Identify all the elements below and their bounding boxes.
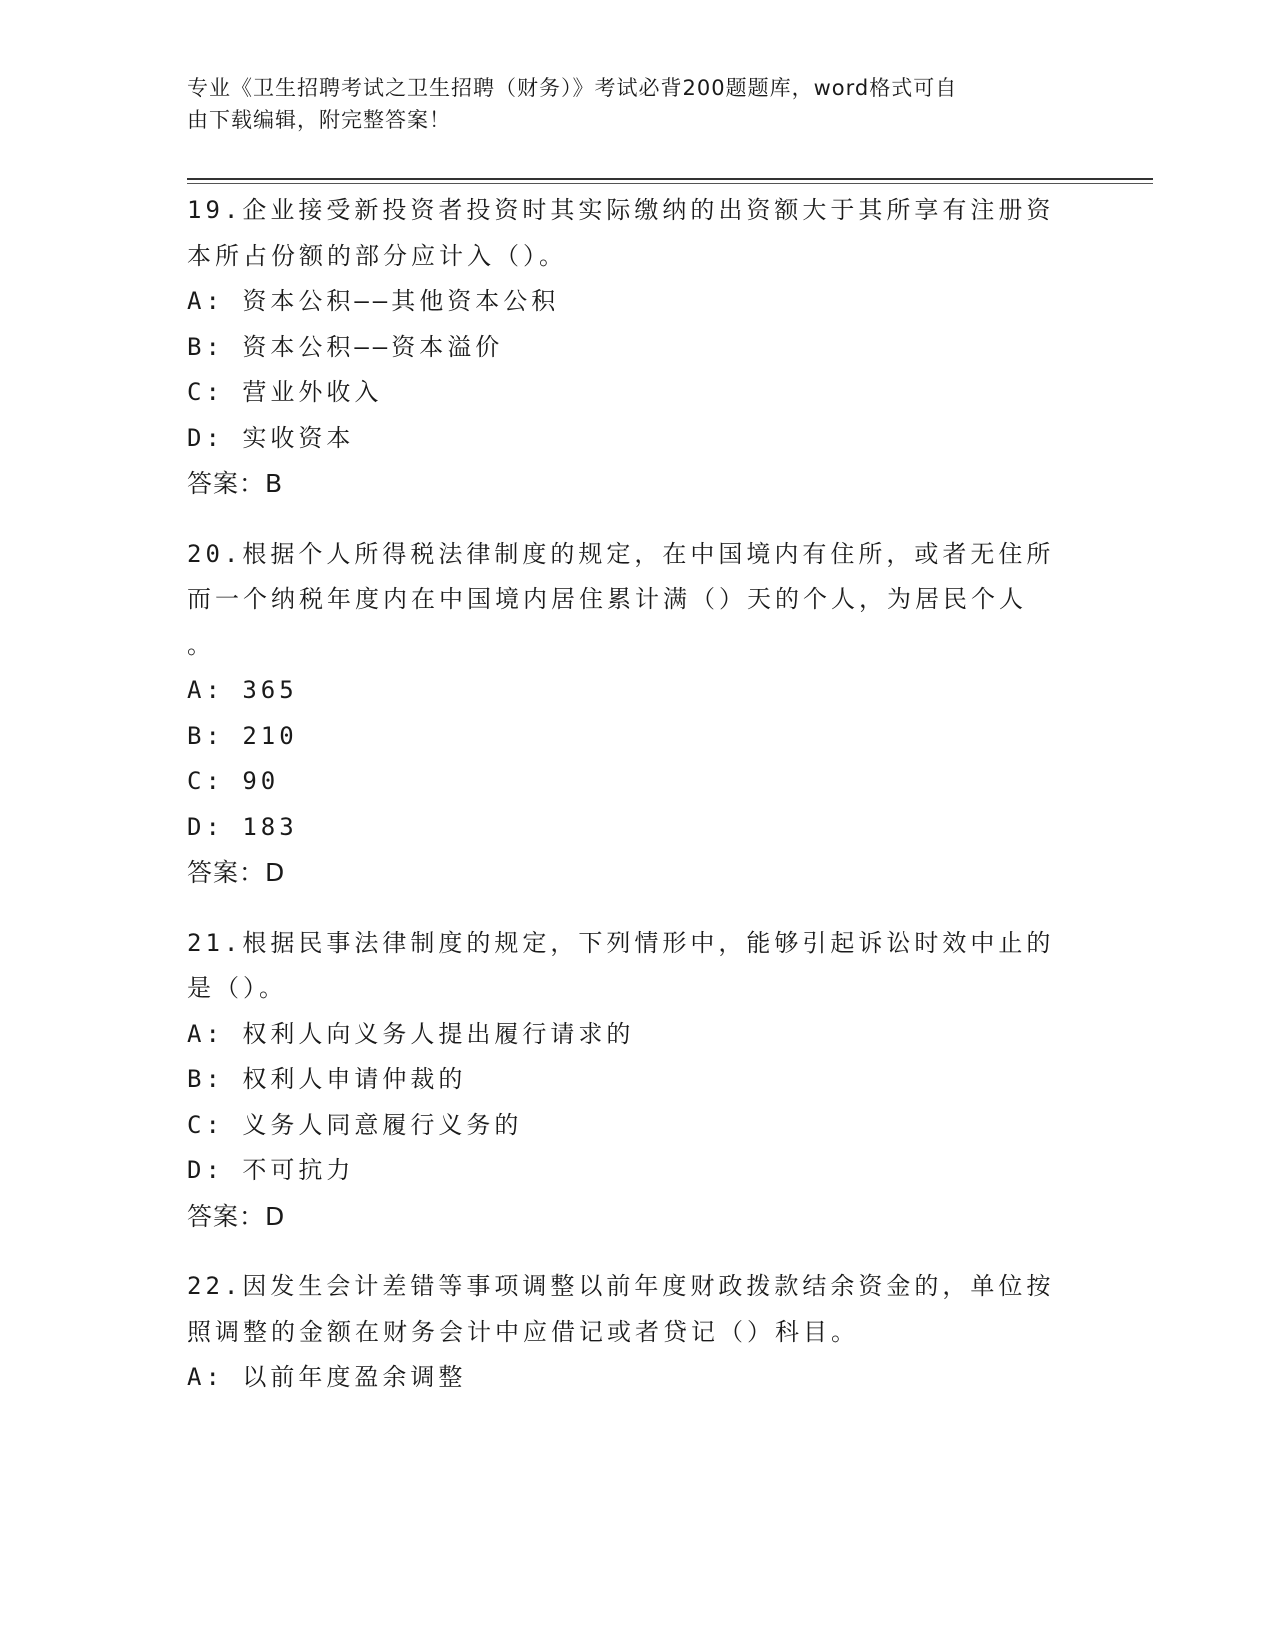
header-divider-thick <box>187 178 1153 180</box>
option-c: C: 营业外收入 <box>187 378 383 406</box>
question-stem-line: 是（）。 <box>187 974 287 1002</box>
question-stem-line: 。 <box>187 630 215 659</box>
question-20 <box>187 532 1087 896</box>
question-list <box>187 188 1087 1426</box>
question-stem-line: 而一个纳税年度内在中国境内居住累计满（）天的个人，为居民个人 <box>187 585 1027 613</box>
header-line-1: 专业《卫生招聘考试之卫生招聘（财务）》考试必背200题题库，word格式可自 <box>187 76 958 100</box>
question-22 <box>187 1264 1087 1401</box>
option-d: D: 实收资本 <box>187 423 355 452</box>
document-header <box>187 72 1067 136</box>
option-a: A: 权利人向义务人提出履行请求的 <box>187 1019 635 1048</box>
question-stem-line: 19.企业接受新投资者投资时其实际缴纳的出资额大于其所享有注册资 <box>187 196 1055 224</box>
question-19 <box>187 188 1087 507</box>
question-stem-line: 照调整的金额在财务会计中应借记或者贷记（）科目。 <box>187 1317 859 1346</box>
option-a: A: 资本公积——其他资本公积 <box>187 287 560 315</box>
option-a: A: 365 <box>187 676 298 704</box>
option-b: B: 资本公积——资本溢价 <box>187 332 504 361</box>
question-stem-line: 21.根据民事法律制度的规定，下列情形中，能够引起诉讼时效中止的 <box>187 928 1055 957</box>
option-b: B: 210 <box>187 721 298 750</box>
option-c: C: 义务人同意履行义务的 <box>187 1110 523 1139</box>
answer-text: 答案：D <box>187 1201 286 1231</box>
header-line-2: 由下载编辑，附完整答案！ <box>187 108 451 132</box>
header-divider-thin <box>187 183 1153 184</box>
answer-text: 答案：B <box>187 469 284 498</box>
option-d: D: 183 <box>187 812 298 841</box>
option-c: C: 90 <box>187 767 280 795</box>
option-b: B: 权利人申请仲裁的 <box>187 1065 467 1093</box>
option-a: A: 以前年度盈余调整 <box>187 1363 467 1391</box>
answer-text: 答案：D <box>187 858 286 887</box>
question-21 <box>187 921 1087 1240</box>
question-stem-line: 本所占份额的部分应计入（）。 <box>187 241 567 270</box>
question-stem-line: 22.因发生会计差错等事项调整以前年度财政拨款结余资金的，单位按 <box>187 1272 1055 1300</box>
question-stem-line: 20.根据个人所得税法律制度的规定，在中国境内有住所，或者无住所 <box>187 539 1055 568</box>
option-d: D: 不可抗力 <box>187 1156 355 1184</box>
